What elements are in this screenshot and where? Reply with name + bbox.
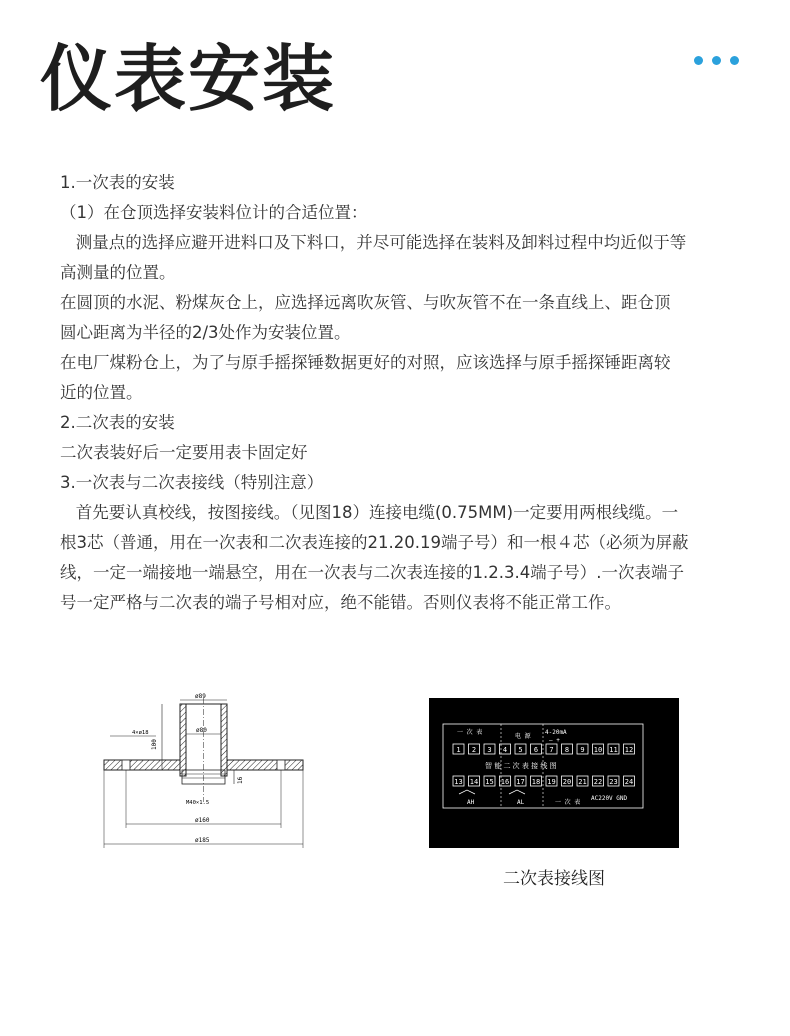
- terminal-number: 15: [485, 778, 494, 786]
- terminal-number: 21: [578, 778, 587, 786]
- terminal-number: 24: [624, 778, 634, 786]
- paragraph: 首先要认真校线，按图接线。（见图18）连接电缆(0.75MM)一定要用两根线缆。一: [60, 503, 679, 522]
- dim-holes: 4×ø18: [132, 730, 149, 736]
- terminal-number: 10: [593, 746, 603, 754]
- paragraph: 3.一次表与二次表接线（特别注意）: [60, 473, 324, 492]
- terminal-number: 13: [454, 778, 463, 786]
- terminal-number: 4: [502, 746, 508, 754]
- paragraph: 测量点的选择应避开进料口及下料口，并尽可能选择在装料及卸料过程中均近似于等: [60, 233, 687, 252]
- dim-side: 16: [237, 776, 244, 784]
- terminal-number: 19: [547, 778, 556, 786]
- dim-height: 100: [151, 739, 158, 750]
- dim-top-dia: ø89: [195, 693, 206, 700]
- terminal-number: 9: [580, 746, 585, 754]
- label-diagram-title: 智 能 二 次 表 接 线 图: [485, 762, 557, 770]
- terminal-number: 1: [456, 746, 461, 754]
- terminal-number: 6: [533, 746, 539, 754]
- paragraph: 高测量的位置。: [60, 263, 176, 282]
- label-current: 4-20mA: [545, 729, 567, 736]
- terminal-number: 12: [624, 746, 634, 754]
- flange-drawing: [100, 690, 310, 850]
- terminal-number: 18: [531, 778, 541, 786]
- paragraph: 在圆顶的水泥、粉煤灰仓上，应选择远离吹灰管、与吹灰管不在一条直线上、距仓顶: [60, 293, 671, 312]
- paragraph: 二次表装好后一定要用表卡固定好: [60, 443, 308, 462]
- terminal-number: 14: [469, 778, 479, 786]
- label-al: AL: [517, 799, 525, 806]
- paragraph: 号一定严格与二次表的端子号相对应，绝不能错。否则仪表将不能正常工作。: [60, 593, 621, 612]
- label-primary-bottom: 一 次 表: [555, 799, 581, 806]
- wiring-diagram: [429, 698, 679, 848]
- label-power: 电 源: [515, 733, 531, 740]
- paragraph: 近的位置。: [60, 383, 143, 402]
- dim-outer-dia: ø185: [195, 837, 210, 844]
- terminal-number: 16: [500, 778, 510, 786]
- paragraph: 圆心距离为半径的2/3处作为安装位置。: [60, 323, 351, 342]
- label-primary: 一 次 表: [457, 729, 483, 736]
- dot-icon: [712, 56, 721, 65]
- paragraph: （1）在仓顶选择安装料位计的合适位置：: [60, 203, 368, 222]
- terminal-number: 20: [562, 778, 572, 786]
- dim-inner-dia: ø80: [196, 727, 207, 734]
- paragraph: 在电厂煤粉仓上，为了与原手摇探锤数据更好的对照，应该选择与原手摇探锤距离较: [60, 353, 671, 372]
- terminal-number: 3: [487, 746, 492, 754]
- paragraph: 1.一次表的安装: [60, 173, 175, 192]
- dot-icon: [730, 56, 739, 65]
- dim-bolt-circle: ø160: [195, 817, 210, 824]
- label-polarity: — +: [549, 737, 560, 744]
- terminal-number: 7: [549, 746, 554, 754]
- installation-text: [60, 168, 750, 618]
- terminal-number: 8: [564, 746, 570, 754]
- dot-icon: [694, 56, 703, 65]
- label-ac220v: AC220V GND: [591, 795, 628, 802]
- terminal-number: 23: [609, 778, 618, 786]
- dim-thread: M40×1.5: [186, 800, 210, 806]
- page-title: 仪表安装: [40, 37, 337, 121]
- terminal-number: 11: [609, 746, 618, 754]
- terminal-number: 2: [471, 746, 477, 754]
- label-ah: AH: [467, 799, 475, 806]
- paragraph: 根3芯（普通，用在一次表和二次表连接的21.20.19端子号）和一根４芯（必须为屏蔽: [60, 533, 689, 552]
- terminal-number: 5: [518, 746, 523, 754]
- terminal-number: 22: [593, 778, 603, 786]
- menu-dots-icon[interactable]: [694, 56, 740, 66]
- paragraph: 2.二次表的安装: [60, 413, 175, 432]
- paragraph: 线，一定一端接地一端悬空，用在一次表与二次表连接的1.2.3.4端子号）.一次表端子: [60, 563, 684, 582]
- terminal-number: 17: [516, 778, 525, 786]
- figure-caption: 二次表接线图: [503, 869, 605, 889]
